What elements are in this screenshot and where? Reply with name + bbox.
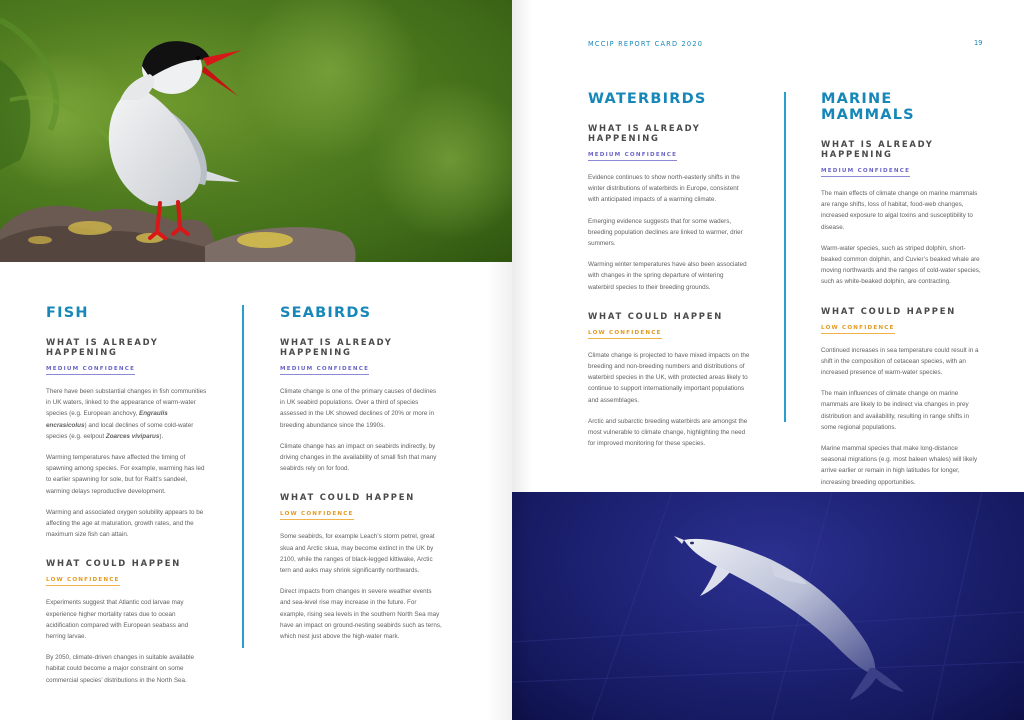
fish-column — [46, 305, 208, 696]
fish-could-heading: WHAT COULD HAPPEN — [46, 558, 182, 569]
mammals-could-confidence: LOW CONFIDENCE — [821, 325, 895, 334]
dolphin-illustration — [512, 492, 1024, 720]
seabirds-could-p1: Some seabirds, for example Leach’s storm petrel, great skua and Arctic skua, may become extinct in the UK by 2100, while the ranges of black-legged kittiwake, Arctic tern and auks may shrink significantly northwards. — [280, 533, 435, 575]
fish-happening-p2: Warming temperatures have affected the timing of spawning among species. For example, warming has led to earlier spawning for sole, but for Raitt’s sandeel, warming delays reproductive development. — [46, 454, 205, 495]
seabirds-title: SEABIRDS — [280, 305, 372, 321]
waterbirds-happening-p3: Warming winter temperatures have also been associated with changes in the spring departure of wintering waterbird species to their breeding grounds. — [588, 261, 747, 291]
mammals-could-p3: Marine mammal species that make long-distance seasonal migrations (e.g. most baleen whales) will likely arrive earlier or remain in high latitudes for longer, increasing breeding opportunities. — [821, 445, 978, 486]
mammals-could-p1: Continued increases in sea temperature could result in a shift in the composition of cetacean species, with an increased presence of warm-water species. — [821, 346, 979, 377]
waterbirds-title: WATERBIRDS — [588, 91, 707, 107]
mammals-title: MARINE MAMMALS — [821, 91, 915, 123]
fish-seabirds-divider — [242, 305, 244, 648]
waterbirds-could-confidence: LOW CONFIDENCE — [588, 330, 662, 339]
seabirds-happening-p2: Climate change has an impact on seabirds indirectly, by driving changes in the availability of small fish that many seabirds rely on for food. — [280, 442, 437, 473]
waterbirds-could-p1: Climate change is projected to have mixed impacts on the breeding and non-breeding numbers and distributions of waterbird species in the UK, with protected areas likely to continue to support internationally important populations and assemblages. — [588, 351, 750, 404]
seabirds-happening-heading: WHAT IS ALREADY HAPPENING — [280, 337, 393, 357]
waterbirds-happening-p2: Emerging evidence suggests that for some waders, breeding population declines are linked to warmer, drier summers. — [588, 217, 743, 248]
fish-could-p2: By 2050, climate-driven changes in suitable available habitat could become a major constraint on some commercial species’ distributions in the North Sea. — [46, 654, 195, 684]
mammals-could-p2: The main influences of climate change on marine mammals are likely to be indirect via changes in prey distribution and availability, resulting in range shifts in some regional populations. — [821, 390, 969, 431]
fish-could-p1: Experiments suggest that Atlantic cod larvae may experience higher mortality rates due to ocean acidification compared with European seabass and herring larvae. — [46, 599, 189, 641]
seabirds-could-p2: Direct impacts from changes in severe weather events and sea-level rise may increase in the future. For example, rising sea levels in the southern North Sea may have an impact on ground-nesting seabirds such as terns, which nest just above the high-water mark. — [280, 588, 442, 641]
waterbirds-mammals-divider — [784, 92, 786, 422]
waterbirds-happening-heading: WHAT IS ALREADY HAPPENING — [588, 123, 701, 143]
species-name: Engraulis encrasicolus — [46, 410, 168, 429]
mammals-happening-p2: Warm-water species, such as striped dolphin, short-beaked common dolphin, and Cuvier’s beaked whale are moving northwards and the ranges of cold-water species, such as white-beaked dolphin, are contracting. — [821, 244, 981, 286]
fish-happening-confidence: MEDIUM CONFIDENCE — [46, 366, 135, 375]
waterbirds-column — [588, 91, 750, 459]
waterbirds-could-p2: Arctic and subarctic breeding waterbirds are amongst the most vulnerable to climate change, highlighting the need for improved monitoring for these species. — [588, 417, 748, 448]
arctic-tern-illustration — [0, 0, 512, 262]
seabirds-happening-p1: Climate change is one of the primary causes of declines in UK seabird populations. Over a third of species assessed in the UK showed declines of 20% or more in breeding abundance since the 1990s. — [280, 388, 437, 429]
seabirds-could-heading: WHAT COULD HAPPEN — [280, 492, 416, 503]
fish-could-confidence: LOW CONFIDENCE — [46, 577, 120, 586]
report-title: MCCIP REPORT CARD 2020 — [588, 40, 704, 48]
mammals-happening-confidence: MEDIUM CONFIDENCE — [821, 168, 910, 177]
seabirds-could-confidence: LOW CONFIDENCE — [280, 511, 354, 520]
species-name: Zoarces viviparus — [105, 432, 160, 440]
gutter-shadow — [486, 262, 512, 720]
mammals-column — [821, 91, 981, 498]
fish-happening-heading: WHAT IS ALREADY HAPPENING — [46, 337, 159, 357]
seabirds-happening-confidence: MEDIUM CONFIDENCE — [280, 366, 369, 375]
seabirds-column — [280, 305, 442, 652]
waterbirds-happening-confidence: MEDIUM CONFIDENCE — [588, 152, 677, 161]
fish-happening-p3: Warming and associated oxygen solubility appears to be affecting the age at maturation, growth rates, and the maximum size fish can attain. — [46, 508, 204, 539]
mammals-could-heading: WHAT COULD HAPPEN — [821, 305, 957, 316]
arctic-tern-photo — [0, 0, 512, 262]
waterbirds-happening-p1: Evidence continues to show north-easterly shifts in the winter distributions of waterbirds in Europe, consistent with anticipated impacts of a warming climate. — [588, 174, 740, 204]
mammals-happening-p1: The main effects of climate change on marine mammals are range shifts, loss of habitat, food-web changes, increased exposure to algal toxins and susceptibility to disease. — [821, 190, 978, 231]
page-number: 19 — [974, 39, 983, 47]
mammals-happening-heading: WHAT IS ALREADY HAPPENING — [821, 139, 934, 159]
fish-title: FISH — [46, 305, 89, 321]
fish-happening-p1: There have been substantial changes in fish communities in UK waters, linked to the appearance of warm-water species (e.g. European anchovy, Engraulis encrasicolus) and local declines of some cold-water species (e.g. eelpout Zoarces viviparus). — [46, 388, 207, 440]
waterbirds-could-heading: WHAT COULD HAPPEN — [588, 310, 724, 321]
dolphin-underwater-photo — [512, 492, 1024, 720]
